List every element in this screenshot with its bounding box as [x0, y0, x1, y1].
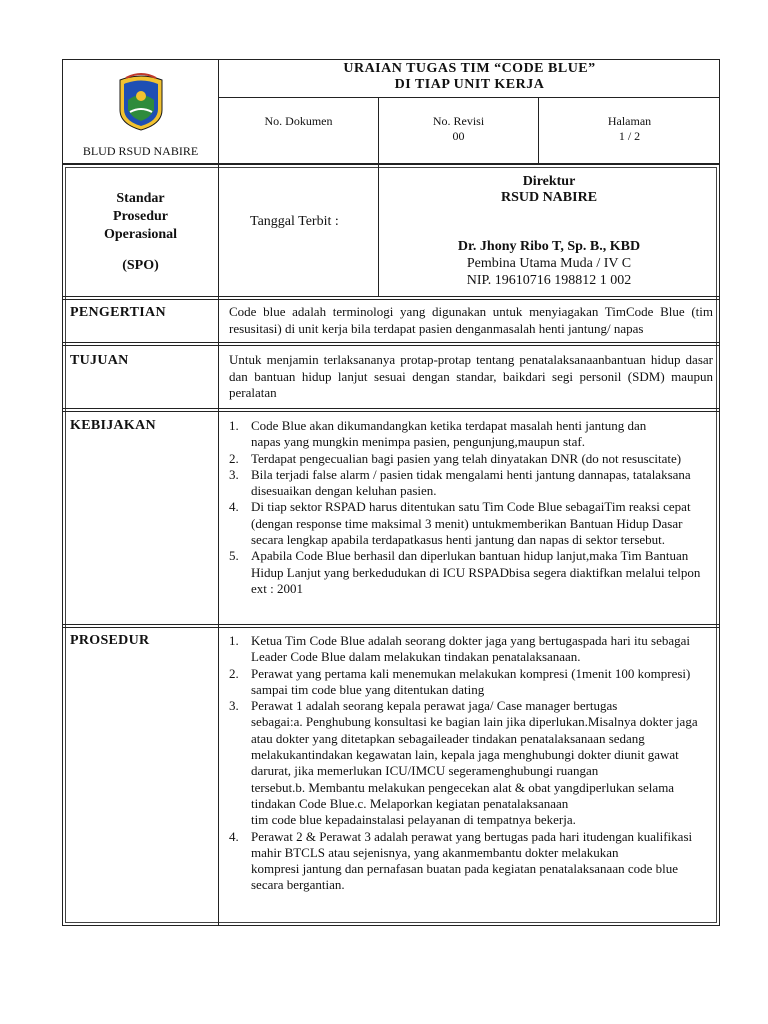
kebijakan-item-line: ext : 2001 — [251, 580, 303, 596]
kebijakan-item-number: 3. — [229, 466, 239, 482]
prosedur-item — [229, 633, 715, 666]
rsud-nabire-logo — [112, 70, 170, 132]
row-divider-spo — [62, 296, 720, 297]
revision-value: 00 — [452, 129, 465, 143]
spo-title-line1: Standar — [116, 191, 165, 206]
kebijakan-list — [229, 418, 715, 597]
pengertian-text: Code blue adalah terminologi yang digunakan untuk menyiagakan TimCode Blue (tim resusitasi) di unit kerja bila terdapat pasien denganmasalah henti jantung/ napas — [229, 304, 713, 336]
prosedur-item-line: tersebut.b. Membantu melakukan pengecekan alat & obat yangdiperlukan selama — [251, 779, 675, 795]
kebijakan-item-number: 1. — [229, 418, 239, 433]
prosedur-item — [229, 698, 715, 828]
prosedur-item-line: tim code blue kepadainstalasi pelayanan di tempatnya bekerja. — [251, 812, 576, 828]
prosedur-item-number: 4. — [229, 828, 239, 844]
prosedur-item-number: 1. — [229, 633, 239, 648]
kebijakan-item — [229, 467, 715, 500]
kebijakan-item-number: 4. — [229, 499, 239, 515]
document-title-line2: DI TIAP UNIT KERJA — [394, 77, 545, 92]
doc-number-label: No. Dokumen — [264, 114, 333, 128]
page-label: Halaman — [607, 114, 652, 128]
prosedur-item-number: 3. — [229, 698, 239, 714]
prosedur-item-line: tindakan Code Blue.c. Melaporkan kegiatan penatalaksanaan — [251, 795, 569, 811]
prosedur-item-number: 2. — [229, 665, 239, 681]
row-divider-tujuan-inner — [62, 411, 720, 412]
kebijakan-item-number: 5. — [229, 548, 239, 564]
kebijakan-item-line: secara lengkap apabila terdapatkasus henti jantung dan napas di sektor tersebut. — [251, 532, 666, 548]
prosedur-item-line: Perawat yang pertama kali menemukan melakukan kompresi (1menit 100 kompresi) — [251, 665, 691, 681]
prosedur-item-line: atau dokter yang ditetapkan sebagaileader tindakan penatalaksanaan sedang — [251, 730, 645, 746]
kebijakan-item — [229, 499, 715, 548]
tujuan-label: TUJUAN — [70, 353, 129, 368]
prosedur-item-line: darurat, jika memerlukan ICU/IMCU segeramenghubungi ruangan — [251, 763, 599, 779]
kebijakan-item — [229, 451, 715, 467]
kebijakan-item-line: napas yang mungkin menimpa pasien, pengunjung,maupun staf. — [251, 434, 585, 450]
row-divider-pengertian — [62, 342, 720, 343]
signer-title-2: RSUD NABIRE — [500, 190, 598, 205]
prosedur-item-line: Perawat 1 adalah seorang kepala perawat jaga/ Case manager bertugas — [251, 698, 618, 714]
kebijakan-item-line: Hidup Lanjut yang berkedudukan di ICU RSPADbisa segera diaktifkan melalui telpon — [251, 564, 701, 580]
spo-title-line3: Operasional — [103, 227, 178, 242]
pengertian-label: PENGERTIAN — [70, 305, 166, 320]
prosedur-item — [229, 666, 715, 699]
kebijakan-item-line: disesuaikan dengan keluhan pasien. — [251, 483, 437, 499]
kebijakan-item — [229, 418, 715, 451]
spo-title — [63, 190, 218, 244]
kebijakan-item-line: Apabila Code Blue berhasil dan diperlukan bantuan hidup lanjut,maka Tim Bantuan — [251, 548, 689, 564]
prosedur-item-line: Leader Code Blue dalam melakukan tindakan penatalaksanaan. — [251, 649, 581, 665]
label-column-divider — [218, 164, 219, 926]
kebijakan-item — [229, 548, 715, 597]
tujuan-text: Untuk menjamin terlaksananya protap-protap tentang penatalaksanaanbantuan hidup dasar dan bantuan hidup lanjut sesuai dengan standar, baikdari segi personil (SDM) maupun peralatan — [229, 352, 713, 400]
prosedur-item-line: secara bergantian. — [251, 877, 345, 893]
spo-title-line2: Prosedur — [113, 209, 168, 224]
prosedur-item-line: kompresi jantung dan pernafasan buatan pada kegiatan penatalaksanaan code blue — [251, 861, 679, 877]
row-divider-tujuan — [62, 408, 720, 409]
signer-title-1: Direktur — [522, 174, 576, 189]
row-divider-kebijakan-inner — [62, 627, 720, 628]
spo-abbreviation: (SPO) — [122, 258, 159, 273]
revision-label: No. Revisi — [432, 114, 485, 128]
row-divider-pengertian-inner — [62, 345, 720, 346]
kebijakan-item-line: Bila terjadi false alarm / pasien tidak mengalami henti jantung dannapas, tatalaksana — [251, 466, 691, 482]
signer-name: Dr. Jhony Ribo T, Sp. B., KBD — [457, 239, 641, 254]
title-divider — [218, 97, 720, 98]
prosedur-list — [229, 633, 715, 894]
prosedur-item-line: Perawat 2 & Perawat 3 adalah perawat yang bertugas pada hari itudengan kualifikasi — [251, 828, 693, 844]
row-divider-kebijakan — [62, 624, 720, 625]
issue-date-label: Tanggal Terbit : — [250, 214, 339, 229]
kebijakan-label: KEBIJAKAN — [70, 418, 156, 433]
kebijakan-item-line: Di tiap sektor RSPAD harus ditentukan satu Tim Code Blue sebagaiTim reaksi cepat — [251, 499, 691, 515]
document-title-line1: URAIAN TUGAS TIM “CODE BLUE” — [343, 61, 596, 76]
prosedur-item-line: Ketua Tim Code Blue adalah seorang dokter jaga yang bertugaspada hari itu sebagai — [251, 633, 690, 648]
row-divider-spo-inner — [62, 299, 720, 300]
prosedur-item-line: sampai tim code blue yang ditentukan dating — [251, 681, 485, 697]
prosedur-item-line: sebagai:a. Penghubung konsultasi ke bagian lain jika diperlukan.Misalnya dokter jaga — [251, 714, 698, 730]
institution-name: BLUD RSUD NABIRE — [82, 144, 199, 158]
prosedur-item-line: melakukantindakan kegawatan lain, kepala jaga menghubungi dokter diunit gawat — [251, 747, 679, 763]
kebijakan-item-line: (dengan response time maksimal 3 menit) untukmemberikan Bantuan Hidup Dasar — [251, 515, 683, 531]
prosedur-item-line: mahir BTCLS atau sejenisnya, yang akanmembantu dokter melakukan — [251, 844, 619, 860]
page-value: 1 / 2 — [618, 129, 641, 143]
prosedur-label: PROSEDUR — [70, 633, 150, 648]
kebijakan-item-number: 2. — [229, 450, 239, 466]
prosedur-item — [229, 829, 715, 894]
kebijakan-item-line: Code Blue akan dikumandangkan ketika terdapat masalah henti jantung dan — [251, 418, 647, 433]
signer-rank: Pembina Utama Muda / IV C — [466, 256, 632, 271]
kebijakan-item-line: Terdapat pengecualian bagi pasien yang telah dinyatakan DNR (do not resuscitate) — [251, 450, 682, 466]
signer-nip: NIP. 19610716 198812 1 002 — [466, 273, 632, 288]
